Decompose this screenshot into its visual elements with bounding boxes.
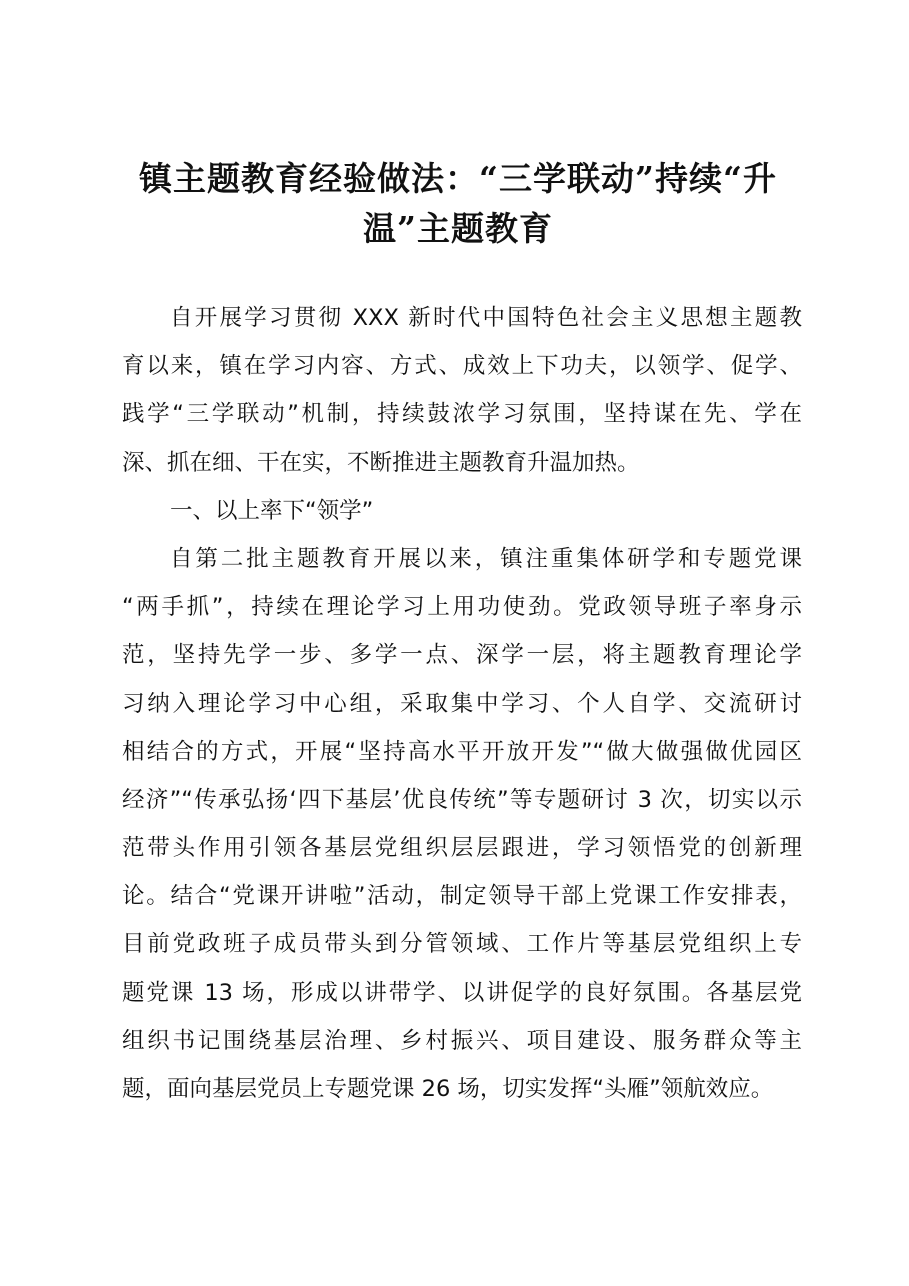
- document-body: [122, 294, 802, 1113]
- text-line: 范，坚持先学一步、多学一点、深学一层，将主题教育理论学: [122, 642, 802, 669]
- text-line: 深、抓在细、干在实，不断推进主题教育升温加热。: [122, 449, 640, 476]
- section-heading-text: 一、以上率下“领学”: [170, 497, 374, 524]
- text-line: 自第二批主题教育开展以来，镇注重集体研学和专题党课: [170, 545, 802, 572]
- title-line-2: 温”主题教育: [363, 209, 553, 248]
- text-line: “两手抓”，持续在理论学习上用功使劲。党政领导班子率身示: [122, 594, 802, 621]
- text-line: 习纳入理论学习中心组，采取集中学习、个人自学、交流研讨: [122, 690, 802, 717]
- text-line: 践学“三学联动”机制，持续鼓浓学习氛围，坚持谋在先、学在: [122, 401, 802, 428]
- text-line: 育以来，镇在学习内容、方式、成效上下功夫，以领学、促学、: [122, 353, 802, 380]
- document-title: [118, 154, 798, 254]
- section-heading: [122, 487, 802, 535]
- title-line-1: 镇主题教育经验做法：“三学联动”持续“升: [139, 159, 777, 198]
- paragraph-section-1: [122, 535, 802, 1113]
- paragraph-intro: [122, 294, 802, 487]
- text-line: 目前党政班子成员带头到分管领域、工作片等基层党组织上专: [122, 931, 802, 958]
- text-line: 自开展学习贯彻 XXX 新时代中国特色社会主义思想主题教: [170, 305, 802, 331]
- text-line: 论。结合“党课开讲啦”活动，制定领导干部上党课工作安排表，: [122, 883, 802, 910]
- text-line: 题党课 13 场，形成以讲带学、以讲促学的良好氛围。各基层党: [122, 979, 802, 1006]
- text-line: 经济”“传承弘扬‘四下基层’优良传统”等专题研讨 3 次，切实以示: [122, 786, 802, 813]
- text-line: 组织书记围绕基层治理、乡村振兴、项目建设、服务群众等主: [122, 1027, 802, 1054]
- text-line: 范带头作用引领各基层党组织层层跟进，学习领悟党的创新理: [122, 835, 802, 862]
- text-line: 相结合的方式，开展“坚持高水平开放开发”“做大做强做优园区: [122, 738, 802, 765]
- text-line: 题，面向基层党员上专题党课 26 场，切实发挥“头雁”领航效应。: [122, 1076, 774, 1102]
